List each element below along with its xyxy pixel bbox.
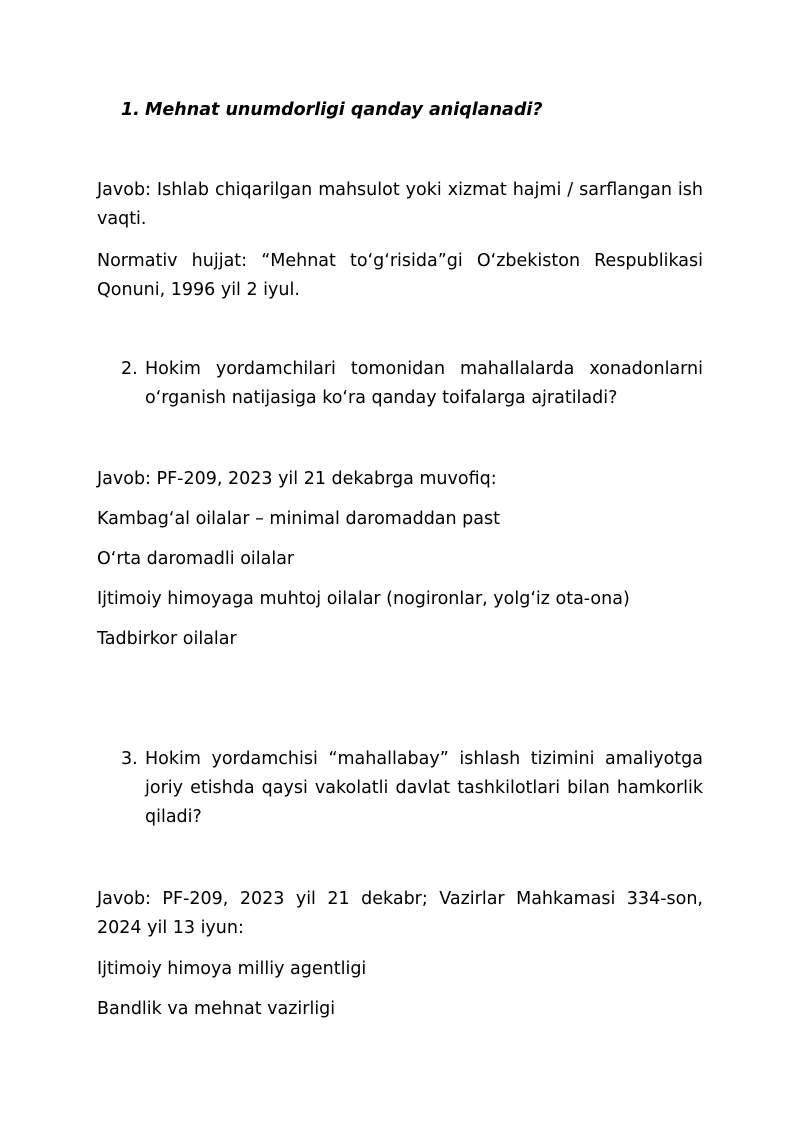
- answer-2-line-4: Tadbirkor oilalar: [97, 629, 237, 649]
- question-2: [97, 355, 703, 413]
- answer-1: Javob: Ishlab chiqarilgan mahsulot yoki xizmat hajmi / sarflangan ish vaqti.: [97, 180, 703, 229]
- question-1: [97, 96, 703, 125]
- question-number: 3.: [121, 749, 138, 769]
- question-number: 2.: [121, 359, 138, 379]
- answer-1-line-1: Normativ hujjat: “Mehnat to‘g‘risida”gi O‘zbekiston Respublikasi Qonuni, 1996 yil 2 iyul.: [97, 251, 703, 300]
- question-number: 1.: [121, 100, 140, 120]
- question-text: Hokim yordamchilari tomonidan mahallalarda xonadonlarni o‘rganish natijasiga ko‘ra qanday toifalarga ajratiladi?: [145, 359, 703, 408]
- question-text: Mehnat unumdorligi qanday aniqlanadi?: [145, 100, 543, 120]
- answer-2-line-2: O‘rta daromadli oilalar: [97, 549, 295, 569]
- answer-3-line-2: Bandlik va mehnat vazirligi: [97, 999, 336, 1019]
- answer-3: Javob: PF-209, 2023 yil 21 dekabr; Vazirlar Mahkamasi 334-son, 2024 yil 13 iyun:: [97, 889, 703, 938]
- answer-2-line-3: Ijtimoiy himoyaga muhtoj oilalar (nogironlar, yolg‘iz ota-ona): [97, 589, 630, 609]
- answer-3-line-1: Ijtimoiy himoya milliy agentligi: [97, 959, 367, 979]
- answer-2-line-1: Kambag‘al oilalar – minimal daromaddan past: [97, 509, 500, 529]
- question-3: [97, 745, 703, 832]
- answer-2: Javob: PF-209, 2023 yil 21 dekabrga muvofiq:: [97, 469, 497, 489]
- question-text: Hokim yordamchisi “mahallabay” ishlash tizimini amaliyotga joriy etishda qaysi vakolatli davlat tashkilotlari bilan hamkorlik qiladi?: [145, 749, 703, 827]
